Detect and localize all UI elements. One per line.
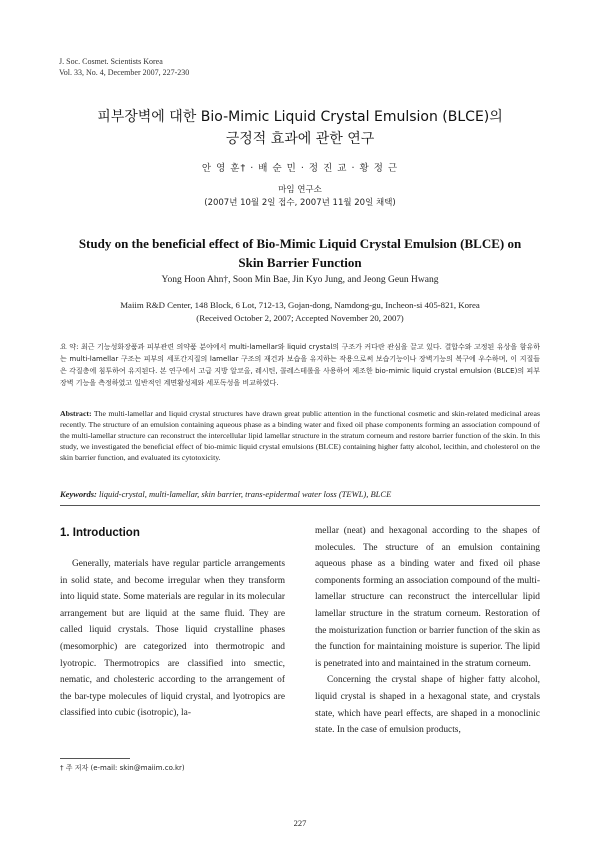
- section-heading: 1. Introduction: [60, 527, 140, 539]
- left-column: [60, 556, 285, 722]
- english-authors: Yong Hoon Ahn†, Soon Min Bae, Jin Kyo Jung, and Jeong Geun Hwang: [161, 275, 439, 285]
- page-number: 227: [293, 818, 307, 828]
- keywords-label: Keywords:: [60, 489, 97, 499]
- english-affiliation-block: [40, 299, 560, 325]
- korean-affiliation: 마임 연구소: [278, 185, 322, 195]
- footnote: † 주 저자 (e-mail: skin@maiim.co.kr): [60, 764, 185, 772]
- korean-abstract: 요 약: 최근 기능성화장품과 피부관련 의약품 분야에서 multi-lamellar와 liquid crystal의 구조가 커다란 관심을 끌고 있다. 결합수와 고정된 유상을 함유하는 multi-lamellar 구조는 피부의 세포간지질의 lamellar 구조의 재건과 보습을 유지하는 작용으로써 보습기능이나 장벽기능의 복구에 우수하며, 이 지질들은 각질층에 침투하여 유지된다. 본 연구에서 고급 지방 알코올, 레시틴, 콜레스테롤을 사용하여 제조한 bio-mimic liquid crystal emulsion (BLCE)의 피부장벽 기능을 측정하였고 일반적인 계면활성제와 세포독성을 비교하였다.: [60, 343, 540, 387]
- abstract-text: The multi-lamellar and liquid crystal structures have drawn great public attention in the functional cosmetic and skin-related medicinal areas recently. The structure of an emulsion containing aqueous phase as a binding water and fixed oil phase components forming an association compound of the multi-lamellar structure can reconstruct the intercellular lipid lamellar structure in the stratum corneum and restore barrier function of the skin. In this study, we investigated the beneficial effect of bio-mimic liquid crystal emulsions (BLCE) containing higher fatty alcohol, lecithin, and cholesterol on the skin barrier function, and evaluated its cytotoxicity.: [60, 409, 540, 462]
- english-affiliation: Maiim R&D Center, 148 Block, 6 Lot, 712-13, Gojan-dong, Namdong-gu, Incheon-si 405-821, Korea: [120, 300, 480, 310]
- english-title-line2: Skin Barrier Function: [238, 255, 362, 270]
- korean-dates: (2007년 10월 2일 접수, 2007년 11월 20일 채택): [204, 198, 396, 208]
- english-title-line1: Study on the beneficial effect of Bio-Mimic Liquid Crystal Emulsion (BLCE) on: [78, 236, 522, 251]
- korean-title-line2: 긍정적 효과에 관한 연구: [225, 131, 375, 147]
- journal-volume: Vol. 33, No. 4, December 2007, 227-230: [59, 68, 190, 77]
- english-abstract: [60, 408, 540, 463]
- keywords: [60, 489, 540, 499]
- keywords-divider: [60, 505, 540, 506]
- intro-paragraph-1: Generally, materials have regular particle arrangements in solid state, and become irregular when they transform into liquid state. Some materials are regular in its molecular arrangement but are liquid at the same fluid. They are called liquid crystals. Those liquid crystalline phases (mesomorphic) are categorized into thermotropic and lyotropic. Thermotropics are classified into smectic, nematic, and cholesteric according to the arrangement of the bar-type molecules of liquid crystal, and lyotropics are classified into cubic (isotropic), la-: [60, 559, 285, 719]
- english-dates: (Received October 2, 2007; Accepted November 20, 2007): [196, 313, 404, 323]
- korean-title: [40, 106, 560, 150]
- korean-title-line1: 피부장벽에 대한 Bio-Mimic Liquid Crystal Emulsion (BLCE)의: [97, 109, 503, 125]
- intro-paragraph-2: Concerning the crystal shape of higher fatty alcohol, liquid crystal is shaped in a hexagonal state, and crystals state, which have pearl effects, are shaped in a monoclinic state. In the case of emulsion products,: [315, 675, 540, 736]
- korean-affiliation-block: [40, 184, 560, 210]
- english-title: [40, 234, 560, 272]
- footnote-divider: [60, 758, 130, 759]
- right-column: [315, 523, 540, 739]
- abstract-label: Abstract:: [60, 409, 92, 418]
- intro-paragraph-1-continued: mellar (neat) and hexagonal according to the shapes of molecules. The structure of an emulsion containing aqueous phase as a binding water and fixed oil phase components forming an association compound of the multi-lamellar structure can reconstruct the intercellular lipid lamellar structure in the stratum corneum. Restoration of the moisturization function or barrier function of the skin as the function for maintaining moisture is superior. The lipid is penetrated into and maintained in the stratum corneum.: [315, 526, 540, 669]
- journal-name: J. Soc. Cosmet. Scientists Korea: [59, 57, 163, 66]
- journal-header: [59, 56, 189, 78]
- korean-authors: 안 영 훈† · 배 순 민 · 정 진 교 · 황 정 근: [201, 163, 399, 174]
- keywords-text: liquid-crystal, multi-lamellar, skin barrier, trans-epidermal water loss (TEWL), BLCE: [96, 489, 392, 499]
